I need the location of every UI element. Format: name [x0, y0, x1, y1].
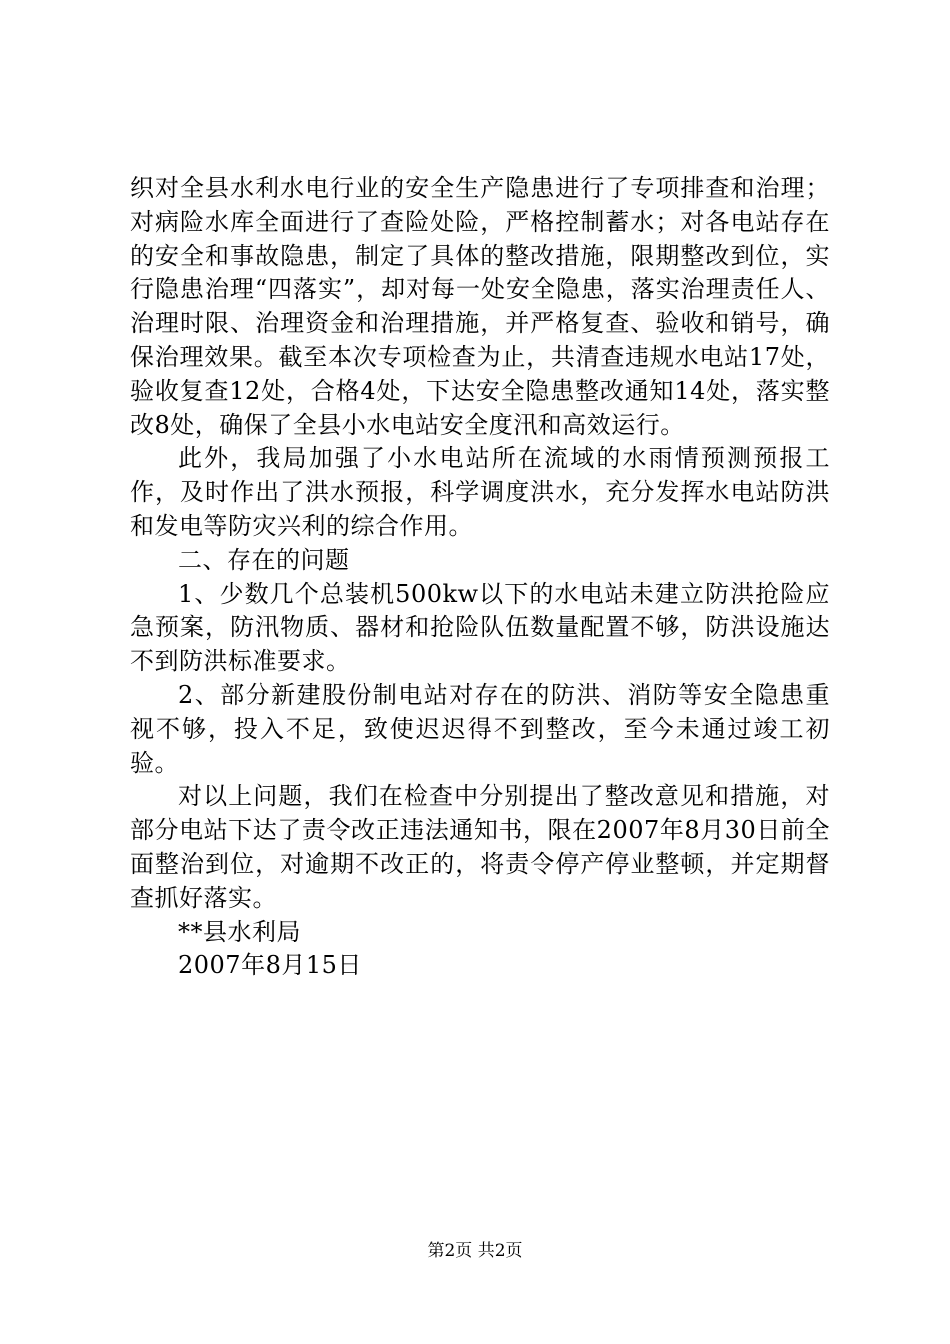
paragraph-measures: 对以上问题，我们在检查中分别提出了整改意见和措施，对部分电站下达了责令改正违法通知书，限在2007年8月30日前全面整治到位，对逾期不改正的，将责令停产停业整顿，并定期督查抓好落实。	[130, 782, 830, 912]
signature-date: 2007年8月15日	[178, 951, 362, 980]
paragraph-continuation: 织对全县水利水电行业的安全生产隐患进行了专项排查和治理；对病险水库全面进行了查险处险，严格控制蓄水；对各电站存在的安全和事故隐患，制定了具体的整改措施，限期整改到位，实行隐患治理“四落实”，却对每一处安全隐患，落实治理责任人、治理时限、治理资金和治理措施，并严格复查、验收和销号，确保治理效果。截至本次专项检查为止，共清查违规水电站17处，验收复查12处，合格4处，下达安全隐患整改通知14处，落实整改8处，确保了全县小水电站安全度汛和高效运行。	[130, 174, 830, 439]
paragraph-forecast: 此外，我局加强了小水电站所在流域的水雨情预测预报工作，及时作出了洪水预报，科学调度洪水，充分发挥水电站防洪和发电等防灾兴利的综合作用。	[130, 444, 830, 540]
page-number: 第2页 共2页	[427, 1241, 523, 1261]
signature-organization: **县水利局	[178, 917, 301, 946]
section-heading-problems: 二、存在的问题	[178, 545, 350, 574]
problem-item-1: 1、少数几个总装机500kw以下的水电站未建立防洪抢险应急预案，防汛物质、器材和抢险队伍数量配置不够，防洪设施达不到防洪标准要求。	[130, 579, 830, 676]
problem-item-2: 2、部分新建股份制电站对存在的防洪、消防等安全隐患重视不够，投入不足，致使迟迟得不到整改，至今未通过竣工初验。	[130, 680, 830, 777]
document-body	[130, 172, 830, 983]
